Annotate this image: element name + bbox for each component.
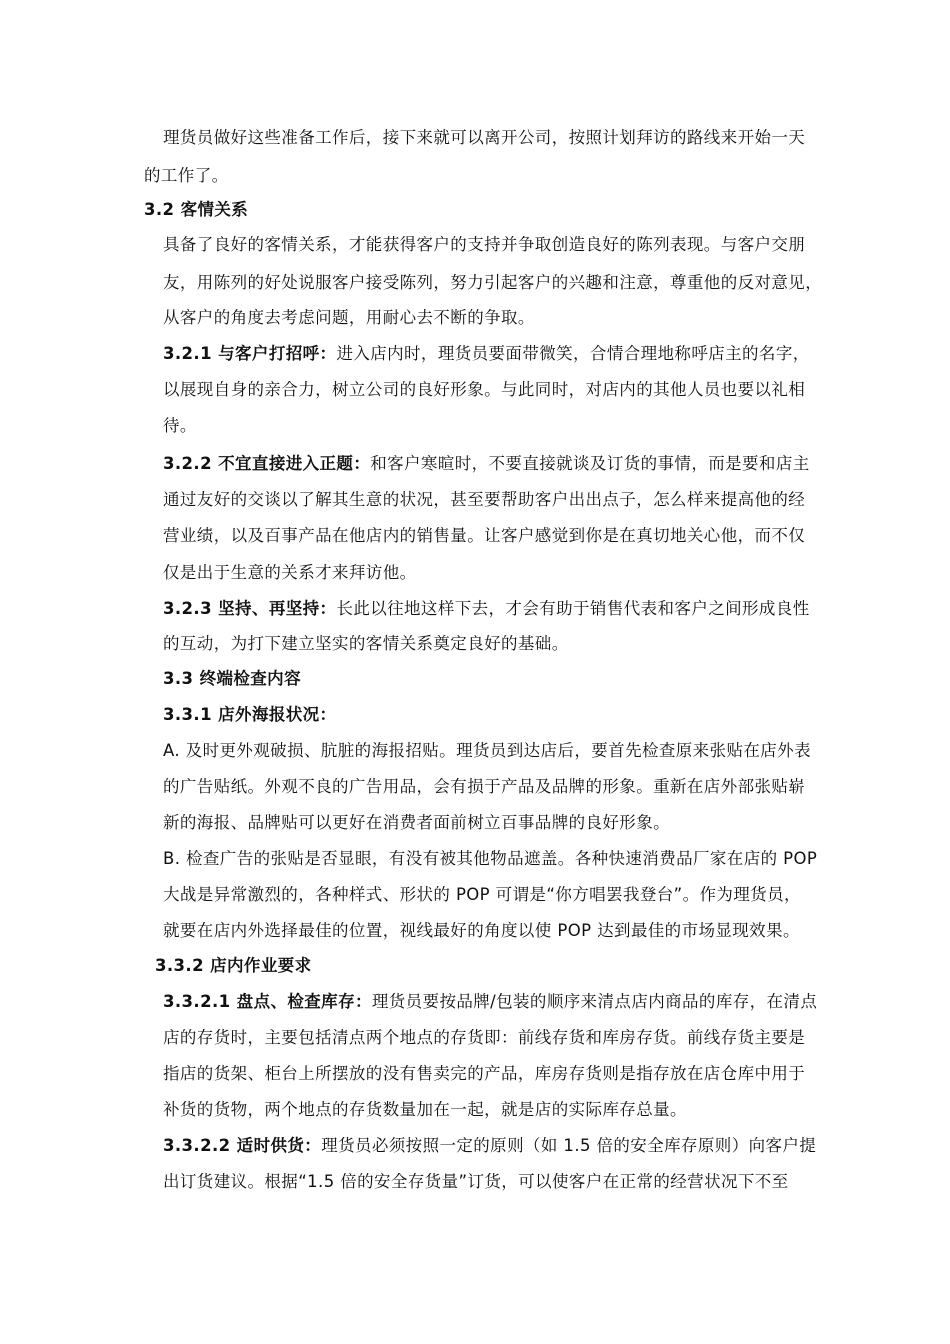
p-3-2-2-line-4: 仅是出于生意的关系才来拜访他。 <box>163 563 417 582</box>
p-3-3-2-2-lead: 3.3.2.2 适时供货： <box>163 1136 322 1155</box>
p-3-2-2-lead: 3.2.2 不宜直接进入正题： <box>163 454 371 473</box>
p-3-2-2-line-1 <box>163 452 810 476</box>
p-3-2-line-2: 友，用陈列的好处说服客户接受陈列，努力引起客户的兴趣和注意，尊重他的反对意见， <box>163 273 823 292</box>
p-a-line-2: 的广告贴纸。外观不良的广告用品，会有损于产品及品牌的形象。重新在店外部张贴崭 <box>163 777 806 796</box>
p-3-2-1-text: 进入店内时，理货员要面带微笑，合情合理地称呼店主的名字， <box>336 344 810 363</box>
p-3-2-3-line-2: 的互动，为打下建立坚实的客情关系奠定良好的基础。 <box>163 634 569 653</box>
p-3-3-2-1-line-1 <box>163 990 817 1014</box>
p-b-line-3: 就要在店内外选择最佳的位置，视线最好的角度以使 POP 达到最佳的市场显现效果。 <box>163 921 800 940</box>
p-3-2-1-line-1 <box>163 342 810 366</box>
heading-3-3-1: 3.3.1 店外海报状况： <box>163 705 337 724</box>
p-a-line-3: 新的海报、品牌贴可以更好在消费者面前树立百事品牌的良好形象。 <box>163 813 670 832</box>
heading-3-2: 3.2 客情关系 <box>144 200 249 219</box>
p-3-3-2-2-line-1 <box>163 1134 816 1158</box>
p-3-2-3-line-1 <box>163 597 810 621</box>
p-3-2-2-text: 和客户寒暄时，不要直接就谈及订货的事情，而是要和店主 <box>370 454 810 473</box>
p-3-3-2-1-line-4: 补货的货物，两个地点的存货数量加在一起，就是店的实际库存总量。 <box>163 1100 687 1119</box>
p-3-2-3-text: 长此以往地这样下去，才会有助于销售代表和客户之间形成良性 <box>336 599 810 618</box>
heading-3-3: 3.3 终端检查内容 <box>163 669 301 688</box>
p-3-3-2-1-line-3: 指店的货架、柜台上所摆放的没有售卖完的产品，库房存货则是指存放在店仓库中用于 <box>163 1064 806 1083</box>
p-3-2-1-lead: 3.2.1 与客户打招呼： <box>163 344 337 363</box>
p-3-2-2-line-2: 通过友好的交谈以了解其生意的状况，甚至要帮助客户出出点子，怎么样来提高他的经 <box>163 490 806 509</box>
p-3-3-2-1-line-2: 店的存货时，主要包括清点两个地点的存货即：前线存货和库房存货。前线存货主要是 <box>163 1028 806 1047</box>
intro-line-1: 理货员做好这些准备工作后，接下来就可以离开公司，按照计划拜访的路线来开始一天 <box>163 128 806 147</box>
p-b-line-1: B. 检查广告的张贴是否显眼，有没有被其他物品遮盖。各种快速消费品厂家在店的 POP <box>163 849 818 868</box>
p-3-2-3-lead: 3.2.3 坚持、再坚持： <box>163 599 337 618</box>
heading-3-3-2: 3.3.2 店内作业要求 <box>155 956 312 975</box>
p-3-3-2-2-line-2: 出订货建议。根据“1.5 倍的安全存货量”订货，可以使客户在正常的经营状况下不至 <box>163 1172 789 1191</box>
p-3-3-2-1-text: 理货员要按品牌/包装的顺序来清点店内商品的库存，在清点 <box>371 992 818 1011</box>
p-3-3-2-1-lead: 3.3.2.1 盘点、检查库存： <box>163 992 372 1011</box>
p-3-2-line-1: 具备了良好的客情关系，才能获得客户的支持并争取创造良好的陈列表现。与客户交朋 <box>163 235 806 254</box>
intro-line-2: 的工作了。 <box>144 166 229 185</box>
p-3-3-2-2-text: 理货员必须按照一定的原则（如 1.5 倍的安全库存原则）向客户提 <box>321 1136 817 1155</box>
p-3-2-2-line-3: 营业绩，以及百事产品在他店内的销售量。让客户感觉到你是在真切地关心他，而不仅 <box>163 526 806 545</box>
p-3-2-1-line-2: 以展现自身的亲合力，树立公司的良好形象。与此同时，对店内的其他人员也要以礼相 <box>163 380 806 399</box>
p-3-2-1-line-3: 待。 <box>163 416 197 435</box>
p-3-2-line-3: 从客户的角度去考虑问题，用耐心去不断的争取。 <box>163 308 535 327</box>
p-b-line-2: 大战是异常激烈的，各种样式、形状的 POP 可谓是“你方唱罢我登台”。作为理货员， <box>163 885 801 904</box>
p-a-line-1: A. 及时更外观破损、肮脏的海报招贴。理货员到达店后，要首先检查原来张贴在店外表 <box>163 741 811 760</box>
